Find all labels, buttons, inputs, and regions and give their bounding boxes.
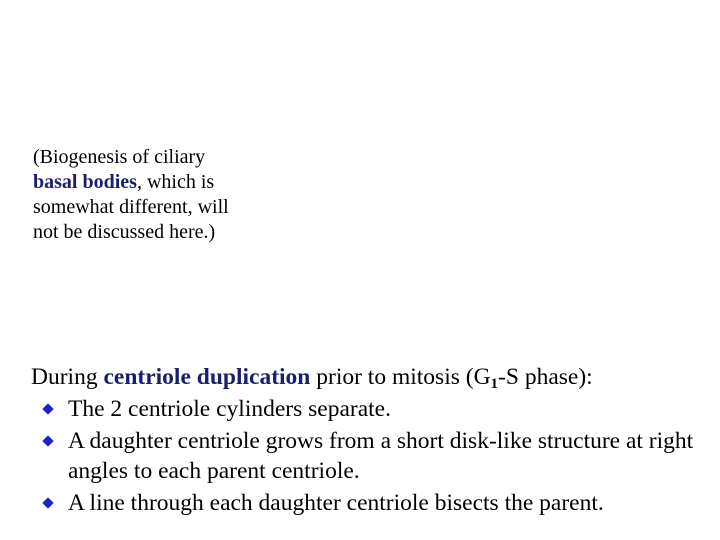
intro-text-middle: prior to mitosis (G: [310, 364, 491, 390]
section-intro: [31, 362, 711, 392]
basal-bodies-note: [33, 145, 248, 245]
bullet-text: The 2 centriole cylinders separate.: [68, 396, 391, 422]
bullet-item: [31, 426, 711, 486]
intro-subscript: 1: [490, 376, 499, 392]
bullet-item: [31, 488, 711, 518]
intro-emphasis-centriole-duplication: centriole duplication: [103, 364, 311, 390]
note-text-start: (Biogenesis of ciliary: [33, 146, 206, 168]
bullet-item: [31, 394, 711, 424]
bullet-list: [31, 394, 711, 518]
intro-text-start: During: [31, 364, 104, 390]
note-text-end: , which is somewhat different, will not be discussed here.): [33, 171, 229, 243]
centriole-duplication-section: [31, 362, 711, 520]
diamond-bullet-icon: [42, 497, 53, 508]
diamond-bullet-icon: [42, 403, 53, 414]
bullet-text: A line through each daughter centriole bisects the parent.: [68, 490, 604, 516]
bullet-text: A daughter centriole grows from a short disk-like structure at right angles to each parent centriole.: [68, 428, 694, 484]
note-emphasis-basal-bodies: basal bodies: [33, 171, 137, 193]
diamond-bullet-icon: [42, 435, 53, 446]
intro-text-end: -S phase):: [498, 364, 593, 390]
